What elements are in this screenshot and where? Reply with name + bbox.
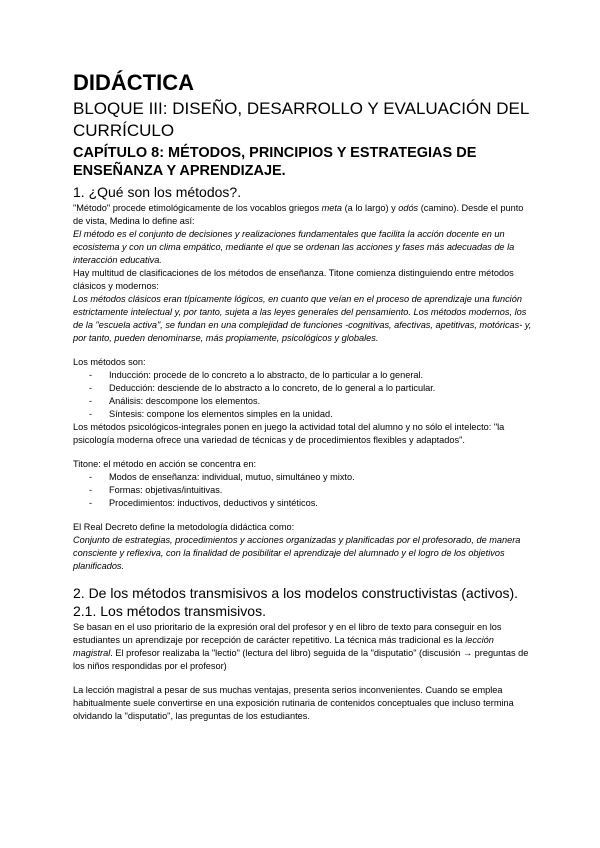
list-item: - Inducción: procede de lo concreto a lo abstracto, de lo particular a lo general. xyxy=(89,369,533,382)
document-title: DIDÁCTICA xyxy=(73,70,194,95)
section-1-heading: 1. ¿Qué son los métodos?. xyxy=(73,184,242,200)
list-item: - Modos de enseñanza: individual, mutuo, simultáneo y mixto. xyxy=(89,471,533,484)
psych-methods-paragraph: Los métodos psicológicos-integrales ponen en juego la actividad total del alumno y no sólo el intelecto: "la psicología moderna ofrece una variedad de técnicas y de procedimientos flexibles y adaptados". xyxy=(73,422,505,445)
list-item: - Formas: objetivas/intuitivas. xyxy=(89,484,533,497)
methods-label: Los métodos son: xyxy=(73,357,146,367)
list-item: - Análisis: descompone los elementos. xyxy=(89,395,533,408)
decreto-definition: Conjunto de estrategias, procedimientos y acciones organizadas y planificadas por el profesorado, de manera consciente y reflexiva, con la finalidad de posibilitar el aprendizaje del alumnado y el logro de los objetivos planificados. xyxy=(73,535,521,571)
block-heading: BLOQUE III: DISEÑO, DESARROLLO Y EVALUACIÓN DEL CURRÍCULO xyxy=(73,99,529,140)
etymology-paragraph: "Método" procede etimológicamente de los vocablos griegos meta (a lo largo) y odós (camino). Desde el punto de vista, Medina lo define así: xyxy=(73,203,524,226)
list-item: - Deducción: desciende de lo abstracto a lo concreto, de lo general a lo particular. xyxy=(89,382,533,395)
methods-list xyxy=(73,369,533,421)
section-2-1-heading: 2.1. Los métodos transmisivos. xyxy=(73,603,266,619)
chapter-heading: CAPÍTULO 8: MÉTODOS, PRINCIPIOS Y ESTRATEGIAS DE ENSEÑANZA Y APRENDIZAJE. xyxy=(73,145,477,179)
transmissive-paragraph: Se basan en el uso prioritario de la expresión oral del profesor y en el libro de texto para conseguir en los estudiantes un aprendizaje por recepción de carácter repetitivo. La técnica más tradicional es la lección magistral. El profesor realizaba la "lectio" (lectura del libro) seguida de la "disputatio" (discusión → preguntas de los niños respondidas por el profesor) xyxy=(73,622,529,671)
lecture-drawbacks-paragraph: La lección magistral a pesar de sus muchas ventajas, presenta serios inconvenientes. Cuando se emplea habitualmente suele convertirse en una exposición rutinaria de contenidos conceptuales que incluso termina olvidando la "disputatio", las preguntas de los estudiantes. xyxy=(73,685,514,721)
medina-definition: El método es el conjunto de decisiones y realizaciones fundamentales que facilita la acción docente en un ecosistema y con un clima empático, mediante el que se ordenan las acciones y fases más adecuadas de la interacción educativa. xyxy=(73,229,515,265)
classification-paragraph: Hay multitud de clasificaciones de los métodos de enseñanza. Titone comienza distinguiendo entre métodos clásicos y modernos: xyxy=(73,268,514,291)
section-2-heading: 2. De los métodos transmisivos a los modelos constructivistas (activos). xyxy=(73,585,519,601)
list-item: - Procedimientos: inductivos, deductivos y sintéticos. xyxy=(89,497,533,510)
titone-list xyxy=(73,471,533,510)
titone-label: Titone: el método en acción se concentra en: xyxy=(73,459,257,469)
document-page xyxy=(73,70,533,723)
classic-modern-paragraph: Los métodos clásicos eran típicamente lógicos, en cuanto que veían en el proceso de aprendizaje una función estrictamente intelectual y, por tanto, sujeta a las leyes generales del pensamiento. Los métodos modernos, los de la "escuela activa", se fundan en una complejidad de funciones -cognitivas, afectivas, apetitivas, motóricas- y, por tanto, pueden denominarse, más propiamente, psicológicos y globales. xyxy=(73,294,532,343)
decreto-label: El Real Decreto define la metodología didáctica como: xyxy=(73,522,295,532)
list-item: - Síntesis: compone los elementos simples en la unidad. xyxy=(89,408,533,421)
